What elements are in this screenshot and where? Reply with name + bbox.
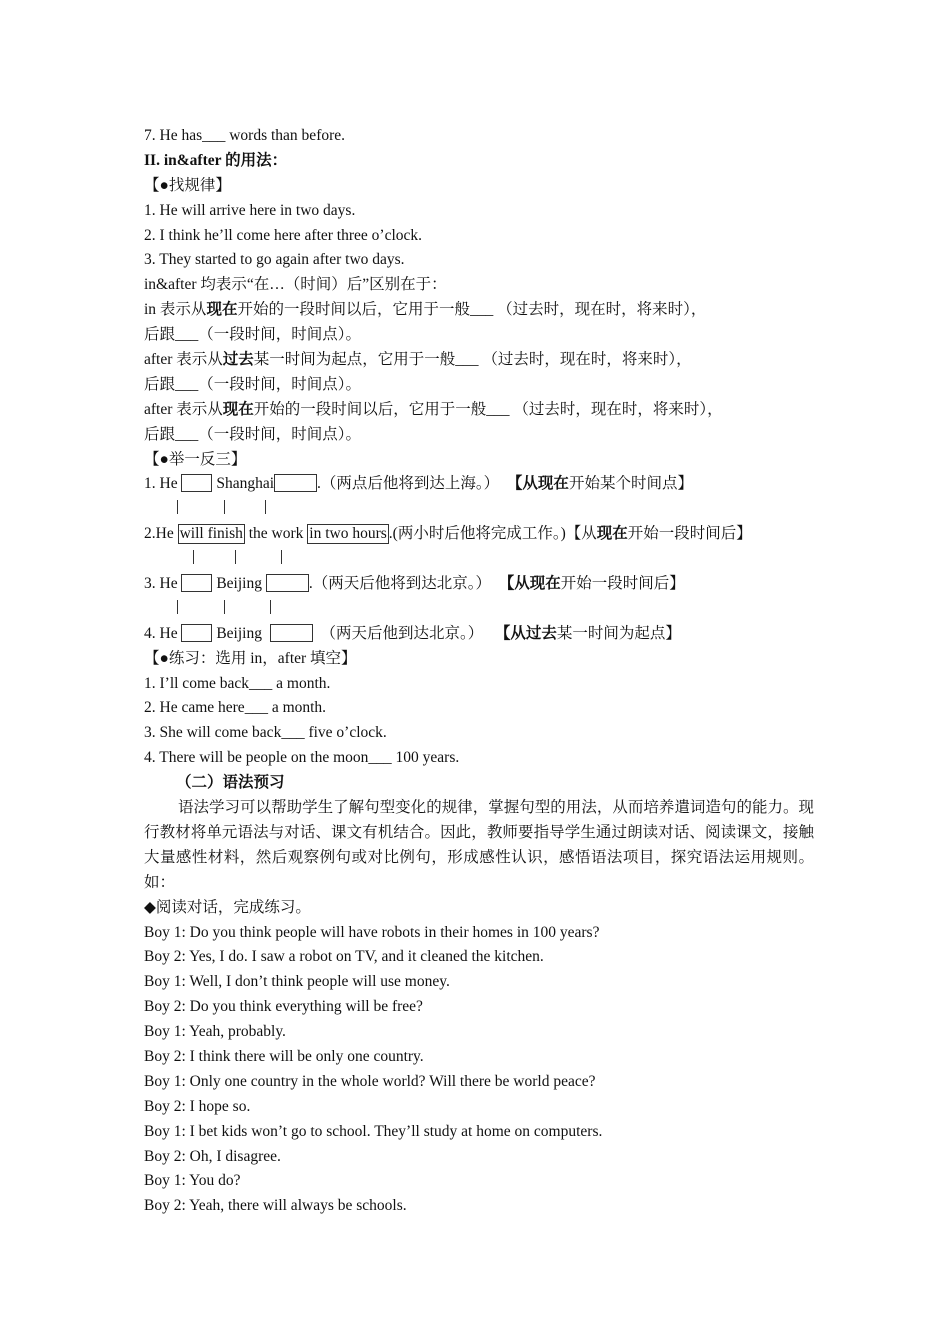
dialogue-line: Boy 1: I bet kids won’t go to school. They’ll study at home on computers. bbox=[144, 1122, 603, 1140]
practice-item: 3. She will come back___ five o’clock. bbox=[144, 724, 387, 742]
practice-label: 【●练习：选用 in，after 填空】 bbox=[144, 649, 357, 667]
grammar-preview-title: （二）语法预习 bbox=[176, 774, 285, 792]
explain-in-follow: 后跟___（一段时间，时间点）。 bbox=[144, 326, 362, 344]
dialogue-line: Boy 2: I hope so. bbox=[144, 1097, 251, 1115]
practice-item: 1. I’ll come back___ a month. bbox=[144, 674, 331, 692]
tick-mark bbox=[177, 600, 178, 614]
apply-example-3: 3. He Beijing .（两天后他将到达北京。） 【从现在开始一段时间后】 bbox=[144, 575, 685, 593]
dialogue-line: Boy 2: Yeah, there will always be schools. bbox=[144, 1197, 407, 1215]
apply-example-1: 1. He Shanghai .（两点后他将到达上海。） 【从现在开始某个时间点】 bbox=[144, 475, 693, 493]
apply-label: 【●举一反三】 bbox=[144, 450, 247, 468]
explain-intro: in&after 均表示“在…（时间）后”区别在于： bbox=[144, 276, 447, 294]
grammar-paragraph: 语法学习可以帮助学生了解句型变化的规律，掌握句型的用法，从而培养遣词造句的能力。现行教材将单元语法与对话、课文有机结合。因此，教师要指导学生通过朗读对话、阅读课文，接触大量感性材料，然后观察例句或对比例句，形成感性认识，感悟语法项目，探究语法运用规则。如： bbox=[144, 799, 814, 891]
tick-mark bbox=[235, 550, 236, 564]
apply-example-4: 4. He Beijing （两天后他到达北京。） 【从过去某一时间为起点】 bbox=[144, 624, 681, 642]
dialogue-line: Boy 2: Do you think everything will be free? bbox=[144, 998, 423, 1016]
answer-box[interactable] bbox=[270, 624, 313, 642]
answer-box[interactable] bbox=[181, 474, 212, 492]
tick-mark bbox=[193, 550, 194, 564]
practice-item: 4. There will be people on the moon___ 100 years. bbox=[144, 749, 460, 767]
tick-mark bbox=[177, 500, 178, 514]
tick-mark bbox=[224, 500, 225, 514]
practice-item: 2. He came here___ a month. bbox=[144, 699, 327, 717]
dialogue-line: Boy 1: Do you think people will have robots in their homes in 100 years? bbox=[144, 923, 600, 941]
boxed-phrase: will finish bbox=[179, 525, 243, 543]
explain-after-now: after 表示从现在开始的一段时间以后，它用于一般___ （过去时，现在时，将来时）， bbox=[144, 400, 723, 418]
dialogue-line: Boy 2: I think there will be only one country. bbox=[144, 1048, 424, 1066]
tick-mark bbox=[224, 600, 225, 614]
answer-box[interactable] bbox=[266, 574, 309, 592]
tick-row bbox=[144, 547, 814, 572]
tick-mark bbox=[270, 600, 271, 614]
dialogue-line: Boy 2: Oh, I disagree. bbox=[144, 1147, 281, 1165]
explain-in: in 表示从现在开始的一段时间以后，它用于一般___ （过去时，现在时，将来时）， bbox=[144, 301, 707, 319]
answer-box[interactable] bbox=[181, 574, 212, 592]
tick-mark bbox=[281, 550, 282, 564]
tick-row bbox=[144, 597, 814, 622]
document-page bbox=[144, 124, 814, 1219]
explain-after-past: after 表示从过去某一时间为起点，它用于一般___ （过去时，现在时，将来时）， bbox=[144, 351, 692, 369]
find-rule-label: 【●找规律】 bbox=[144, 176, 231, 194]
exercise-line: 7. He has___ words than before. bbox=[144, 127, 346, 144]
dialogue-line: Boy 1: Well, I don’t think people will use money. bbox=[144, 973, 450, 991]
explain-after-now-follow: 后跟___（一段时间，时间点）。 bbox=[144, 425, 362, 443]
rule-example: 1. He will arrive here in two days. bbox=[144, 201, 356, 219]
dialogue-line: Boy 1: You do? bbox=[144, 1172, 241, 1190]
apply-example-2: 2.He will finish the work in two hours .(两小时后他将完成工作。)【从现在开始一段时间后】 bbox=[144, 525, 752, 543]
explain-after-past-follow: 后跟___（一段时间，时间点）。 bbox=[144, 375, 362, 393]
answer-box[interactable] bbox=[181, 624, 212, 642]
rule-example: 3. They started to go again after two days. bbox=[144, 251, 405, 269]
dialogue-line: Boy 1: Only one country in the whole world? Will there be world peace? bbox=[144, 1072, 596, 1090]
section-title: II. in&after 的用法： bbox=[144, 151, 288, 169]
boxed-phrase: in two hours bbox=[309, 525, 387, 543]
dialogue-line: Boy 2: Yes, I do. I saw a robot on TV, and it cleaned the kitchen. bbox=[144, 948, 544, 966]
tick-mark bbox=[265, 500, 266, 514]
rule-example: 2. I think he’ll come here after three o’clock. bbox=[144, 226, 423, 244]
answer-box[interactable] bbox=[274, 474, 317, 492]
tick-row bbox=[144, 497, 814, 522]
dialogue-line: Boy 1: Yeah, probably. bbox=[144, 1023, 286, 1041]
dialogue-label: ◆阅读对话，完成练习。 bbox=[144, 898, 311, 916]
